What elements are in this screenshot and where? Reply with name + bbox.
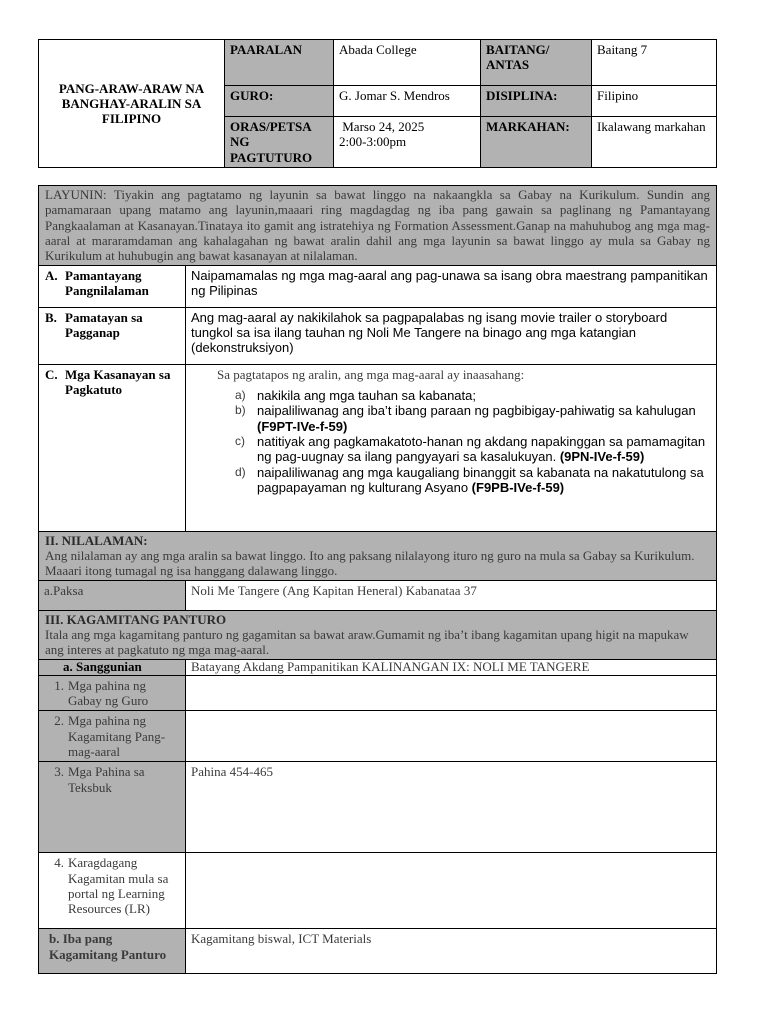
item-2-num: 2.: [54, 713, 64, 729]
skill-code: (9PN-IVe-f-59): [559, 449, 645, 465]
baitang-value: Baitang 7: [592, 40, 717, 86]
row-a-text: Naipamamalas ng mga mag-aaral ang pag-unawa sa isang obra maestrang pampanitikan ng Pilipinas: [186, 265, 717, 307]
nilalaman-section: [39, 531, 717, 580]
kagamitan-item-1-label: [39, 675, 186, 711]
oras-date: Marso 24, 2025: [339, 119, 425, 134]
row-c-num: C.: [45, 366, 58, 382]
skill-text-wrap: [257, 465, 710, 496]
skill-marker: a): [235, 387, 246, 402]
iba-pang-value: Kagamitang biswal, ICT Materials: [186, 929, 717, 974]
oras-label: ORAS/PETSA NG PAGTUTURO: [225, 117, 334, 168]
paksa-label: a.Paksa: [39, 580, 186, 610]
skill-item: [235, 465, 710, 496]
skill-code: (F9PT-IVe-f-59): [257, 418, 348, 434]
kagamitan-item-2-label: [39, 711, 186, 762]
skill-text-wrap: [257, 434, 710, 465]
guro-value: G. Jomar S. Mendros: [334, 86, 481, 117]
paaralan-value: Abada College: [334, 40, 481, 86]
skill-code: (F9PB-IVe-f-59): [471, 479, 565, 495]
row-b-title: Pamatayan sa Pagganap: [65, 309, 143, 340]
item-1-num: 1.: [54, 677, 64, 693]
skill-marker: d): [235, 464, 246, 479]
item-4-num: 4.: [54, 855, 64, 871]
skill-marker: b): [235, 403, 246, 418]
main-table: [38, 185, 717, 974]
disiplina-value: Filipino: [592, 86, 717, 117]
header-table: [38, 39, 717, 168]
kagamitan-item-2-value: [186, 711, 717, 762]
kagamitan-item-3-value: Pahina 454-465: [186, 762, 717, 853]
skill-item: [235, 403, 710, 434]
item-3-num: 3.: [54, 764, 64, 780]
oras-time: 2:00-3:00pm: [339, 134, 407, 150]
kagamitan-text: Itala ang mga kagamitang panturo ng gagamitan sa bawat araw.Gumamit ng iba’t ibang kagamitan upang higit na mapukaw ang interes at pagkatuto ng mga mag-aaral.: [45, 626, 689, 658]
row-b-label: [39, 307, 186, 364]
item-3-text: Mga Pahina sa Teksbuk: [68, 764, 145, 795]
sanggunian-label: a. Sanggunian: [39, 659, 186, 675]
row-c-label: [39, 364, 186, 531]
row-c-intro: Sa pagtatapos ng aralin, ang mga mag-aaral ay inaasahang:: [217, 366, 525, 382]
row-a-title: Pamantayang Pangnilalaman: [65, 267, 149, 298]
disiplina-label: DISIPLINA:: [481, 86, 592, 117]
skill-text-wrap: [257, 403, 710, 434]
kagamitan-item-1-value: [186, 675, 717, 711]
nilalaman-heading: II. NILALAMAN:: [45, 532, 148, 548]
skill-text: nakikila ang mga tauhan sa kabanata;: [257, 387, 476, 403]
kagamitan-section: [39, 610, 717, 659]
skill-text: natitiyak ang pagkamakatoto-hanan ng akdang napakinggan sa pamamagitan ng pag-uugnay sa ilang pangyayari sa kasalukuyan.: [257, 433, 706, 465]
baitang-label: BAITANG/ ANTAS: [481, 40, 592, 86]
nilalaman-text: Ang nilalaman ay ang mga aralin sa bawat linggo. Ito ang paksang nilalayong ituro ng guro na mula sa Gabay sa Kurikulum. Maaari itong tumagal ng isa hanggang dalawang linggo.: [45, 547, 695, 579]
kagamitan-item-3-label: [39, 762, 186, 853]
paksa-value: Noli Me Tangere (Ang Kapitan Heneral) Kabanataa 37: [186, 580, 717, 610]
row-b-text: Ang mag-aaral ay nakikilahok sa pagpapalabas ng isang movie trailer o storyboard tungkol sa isa ilang tauhan ng Noli Me Tangere na binago ang mga katangian (dekonstruksiyon): [186, 307, 717, 364]
skill-text: naipaliliwanag ang iba’t ibang paraan ng pagbibigay-pahiwatig sa kahulugan: [257, 403, 696, 419]
iba-pang-label: b. Iba pang Kagamitang Panturo: [39, 929, 186, 974]
row-b-num: B.: [45, 309, 57, 325]
kagamitan-item-4-value: [186, 853, 717, 929]
lesson-plan-title: PANG-ARAW-ARAW NA BANGHAY-ARALIN SA FILIPINO: [39, 40, 225, 168]
row-a-label: [39, 265, 186, 307]
paaralan-label: PAARALAN: [225, 40, 334, 86]
skill-item: [235, 434, 710, 465]
skill-marker: c): [235, 433, 245, 448]
skill-item: [235, 388, 710, 403]
kagamitan-heading: III. KAGAMITANG PANTURO: [45, 611, 227, 627]
item-4-text: Karagdagang Kagamitan mula sa portal ng Learning Resources (LR): [68, 855, 169, 917]
kagamitan-item-4-label: [39, 853, 186, 929]
markahan-value: Ikalawang markahan: [592, 117, 717, 168]
row-c-title: Mga Kasanayan sa Pagkatuto: [65, 366, 171, 397]
layunin-text: LAYUNIN: Tiyakin ang pagtatamo ng layunin sa bawat linggo na nakaangkla sa Gabay na Kurikulum. Sundin ang pamamaraan upang matamo ang layunin,maaari ring magdagdag ng iba pang gawain sa paglinang ng Pamantayang Pangkaalaman at Kasanayan.Tinataya ito gamit ang istratehiya ng Formation Assessment.Ganap na mahuhubog ang mga mag-aaral at mararamdaman ang kahalagahan ng bawat aralin dahil ang mga layunin sa bawat linggo ay mula sa Gabay ng Kurikulum at huhubugin ang bawat kasanayan at nilalaman.: [39, 186, 717, 266]
skill-text-wrap: [257, 388, 710, 403]
row-a-num: A.: [45, 267, 58, 283]
item-1-text: Mga pahina ng Gabay ng Guro: [68, 677, 149, 708]
sanggunian-value: Batayang Akdang Pampanitikan KALINANGAN IX: NOLI ME TANGERE: [186, 659, 717, 675]
row-c-content: [186, 364, 717, 531]
item-2-text: Mga pahina ng Kagamitang Pang-mag-aaral: [68, 713, 166, 759]
skills-list: [191, 388, 710, 495]
skill-text: naipaliliwanag ang mga kaugaliang binanggit sa kabanata na nakatutulong sa pagpapayaman ng kulturang Asyano: [257, 464, 704, 495]
oras-value: [334, 117, 481, 168]
markahan-label: MARKAHAN:: [481, 117, 592, 168]
guro-label: GURO:: [225, 86, 334, 117]
